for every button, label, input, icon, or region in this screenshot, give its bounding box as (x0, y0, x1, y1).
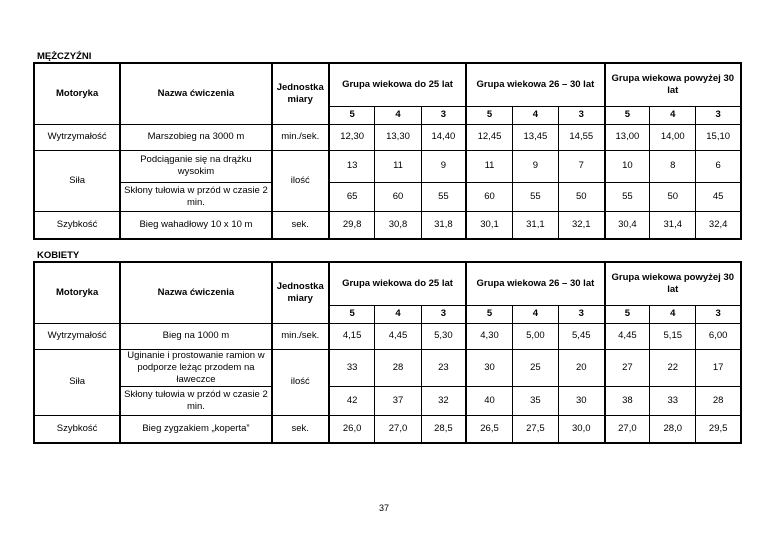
cell-value: 28 (696, 386, 741, 415)
cell-jednostka: sek. (272, 211, 329, 239)
cell-jednostka: ilość (272, 349, 329, 415)
cell-value: 6 (696, 150, 741, 182)
grade-cell: 4 (512, 106, 558, 124)
cell-value: 13,45 (512, 124, 558, 150)
cell-value: 30,4 (605, 211, 650, 239)
grade-cell: 3 (696, 106, 741, 124)
header-group-3: Grupa wiekowa powyżej 30 lat (605, 262, 741, 305)
cell-value: 65 (329, 182, 375, 211)
cell-motoryka: Siła (34, 150, 120, 211)
cell-value: 30 (558, 386, 604, 415)
cell-value: 4,15 (329, 323, 375, 349)
header-jednostka: Jednostka miary (272, 63, 329, 124)
cell-value: 17 (696, 349, 741, 386)
grade-cell: 4 (375, 106, 421, 124)
header-row (34, 63, 741, 106)
cell-value: 29,8 (329, 211, 375, 239)
cell-value: 38 (605, 386, 650, 415)
cell-value: 4,45 (605, 323, 650, 349)
cell-value: 35 (512, 386, 558, 415)
cell-jednostka: min./sek. (272, 323, 329, 349)
header-group-2: Grupa wiekowa 26 – 30 lat (466, 262, 604, 305)
table-row (34, 415, 741, 443)
cell-jednostka: sek. (272, 415, 329, 443)
cell-value: 31,4 (650, 211, 696, 239)
cell-nazwa: Uginanie i prostowanie ramion w podporze leżąc przodem na ławeczce (120, 349, 271, 386)
cell-value: 11 (375, 150, 421, 182)
cell-value: 29,5 (696, 415, 741, 443)
header-motoryka: Motoryka (34, 262, 120, 323)
cell-value: 5,00 (512, 323, 558, 349)
table-row (34, 386, 741, 415)
header-nazwa: Nazwa ćwiczenia (120, 63, 271, 124)
cell-value: 13,00 (605, 124, 650, 150)
header-nazwa: Nazwa ćwiczenia (120, 262, 271, 323)
cell-value: 27,5 (512, 415, 558, 443)
cell-value: 42 (329, 386, 375, 415)
grade-cell: 3 (558, 305, 604, 323)
header-group-3: Grupa wiekowa powyżej 30 lat (605, 63, 741, 106)
grade-cell: 4 (512, 305, 558, 323)
cell-value: 45 (696, 182, 741, 211)
cell-value: 33 (650, 386, 696, 415)
header-group-1: Grupa wiekowa do 25 lat (329, 262, 466, 305)
cell-value: 28,5 (421, 415, 466, 443)
cell-value: 5,45 (558, 323, 604, 349)
table-row (34, 150, 741, 182)
cell-value: 5,15 (650, 323, 696, 349)
cell-value: 27 (605, 349, 650, 386)
grade-cell: 3 (558, 106, 604, 124)
cell-value: 30,8 (375, 211, 421, 239)
cell-value: 60 (466, 182, 512, 211)
grade-cell: 3 (421, 106, 466, 124)
header-row (34, 262, 741, 305)
cell-value: 40 (466, 386, 512, 415)
grade-cell: 5 (329, 106, 375, 124)
cell-value: 55 (605, 182, 650, 211)
cell-value: 4,45 (375, 323, 421, 349)
cell-value: 14,55 (558, 124, 604, 150)
header-jednostka: Jednostka miary (272, 262, 329, 323)
cell-value: 26,5 (466, 415, 512, 443)
cell-value: 22 (650, 349, 696, 386)
cell-value: 11 (466, 150, 512, 182)
cell-jednostka: min./sek. (272, 124, 329, 150)
cell-value: 37 (375, 386, 421, 415)
cell-value: 14,00 (650, 124, 696, 150)
cell-value: 32,4 (696, 211, 741, 239)
cell-nazwa: Skłony tułowia w przód w czasie 2 min. (120, 386, 271, 415)
cell-nazwa: Bieg wahadłowy 10 x 10 m (120, 211, 271, 239)
grade-cell: 4 (375, 305, 421, 323)
grade-cell: 5 (329, 305, 375, 323)
cell-jednostka: ilość (272, 150, 329, 211)
cell-value: 7 (558, 150, 604, 182)
page-number: 37 (378, 503, 389, 513)
cell-value: 31,8 (421, 211, 466, 239)
cell-value: 33 (329, 349, 375, 386)
cell-nazwa: Bieg na 1000 m (120, 323, 271, 349)
cell-value: 12,30 (329, 124, 375, 150)
grade-cell: 5 (466, 106, 512, 124)
cell-motoryka: Szybkość (34, 415, 120, 443)
cell-value: 50 (650, 182, 696, 211)
grade-cell: 5 (605, 106, 650, 124)
cell-value: 13 (329, 150, 375, 182)
cell-value: 32,1 (558, 211, 604, 239)
table-row (34, 182, 741, 211)
header-motoryka: Motoryka (34, 63, 120, 124)
cell-nazwa: Skłony tułowia w przód w czasie 2 min. (120, 182, 271, 211)
cell-value: 50 (558, 182, 604, 211)
grade-cell: 3 (421, 305, 466, 323)
cell-value: 15,10 (696, 124, 741, 150)
cell-value: 27,0 (375, 415, 421, 443)
table-row (34, 124, 741, 150)
cell-motoryka: Wytrzymałość (34, 124, 120, 150)
cell-value: 55 (512, 182, 558, 211)
table-row (34, 349, 741, 386)
cell-value: 27,0 (605, 415, 650, 443)
grade-cell: 4 (650, 106, 696, 124)
header-group-1: Grupa wiekowa do 25 lat (329, 63, 466, 106)
cell-value: 25 (512, 349, 558, 386)
cell-value: 60 (375, 182, 421, 211)
grade-cell: 4 (650, 305, 696, 323)
table-row (34, 211, 741, 239)
cell-value: 30 (466, 349, 512, 386)
cell-value: 8 (650, 150, 696, 182)
table-women (33, 261, 742, 444)
table-row (34, 323, 741, 349)
grade-cell: 5 (605, 305, 650, 323)
grade-cell: 3 (696, 305, 741, 323)
cell-value: 20 (558, 349, 604, 386)
cell-motoryka: Szybkość (34, 211, 120, 239)
cell-value: 10 (605, 150, 650, 182)
grade-cell: 5 (466, 305, 512, 323)
cell-nazwa: Podciąganie się na drążku wysokim (120, 150, 271, 182)
section-title-men: MĘŻCZYŹNI (37, 51, 92, 62)
cell-value: 23 (421, 349, 466, 386)
cell-value: 4,30 (466, 323, 512, 349)
cell-nazwa: Marszobieg na 3000 m (120, 124, 271, 150)
cell-value: 14,40 (421, 124, 466, 150)
cell-value: 28,0 (650, 415, 696, 443)
cell-value: 28 (375, 349, 421, 386)
table-men (33, 62, 742, 240)
cell-motoryka: Wytrzymałość (34, 323, 120, 349)
cell-value: 5,30 (421, 323, 466, 349)
cell-motoryka: Siła (34, 349, 120, 415)
cell-value: 9 (421, 150, 466, 182)
cell-value: 12,45 (466, 124, 512, 150)
header-group-2: Grupa wiekowa 26 – 30 lat (466, 63, 604, 106)
cell-value: 9 (512, 150, 558, 182)
section-title-women: KOBIETY (37, 250, 80, 261)
cell-value: 32 (421, 386, 466, 415)
cell-value: 26,0 (329, 415, 375, 443)
cell-nazwa: Bieg zygzakiem „koperta” (120, 415, 271, 443)
cell-value: 31,1 (512, 211, 558, 239)
cell-value: 6,00 (696, 323, 741, 349)
cell-value: 30,0 (558, 415, 604, 443)
cell-value: 13,30 (375, 124, 421, 150)
cell-value: 55 (421, 182, 466, 211)
cell-value: 30,1 (466, 211, 512, 239)
